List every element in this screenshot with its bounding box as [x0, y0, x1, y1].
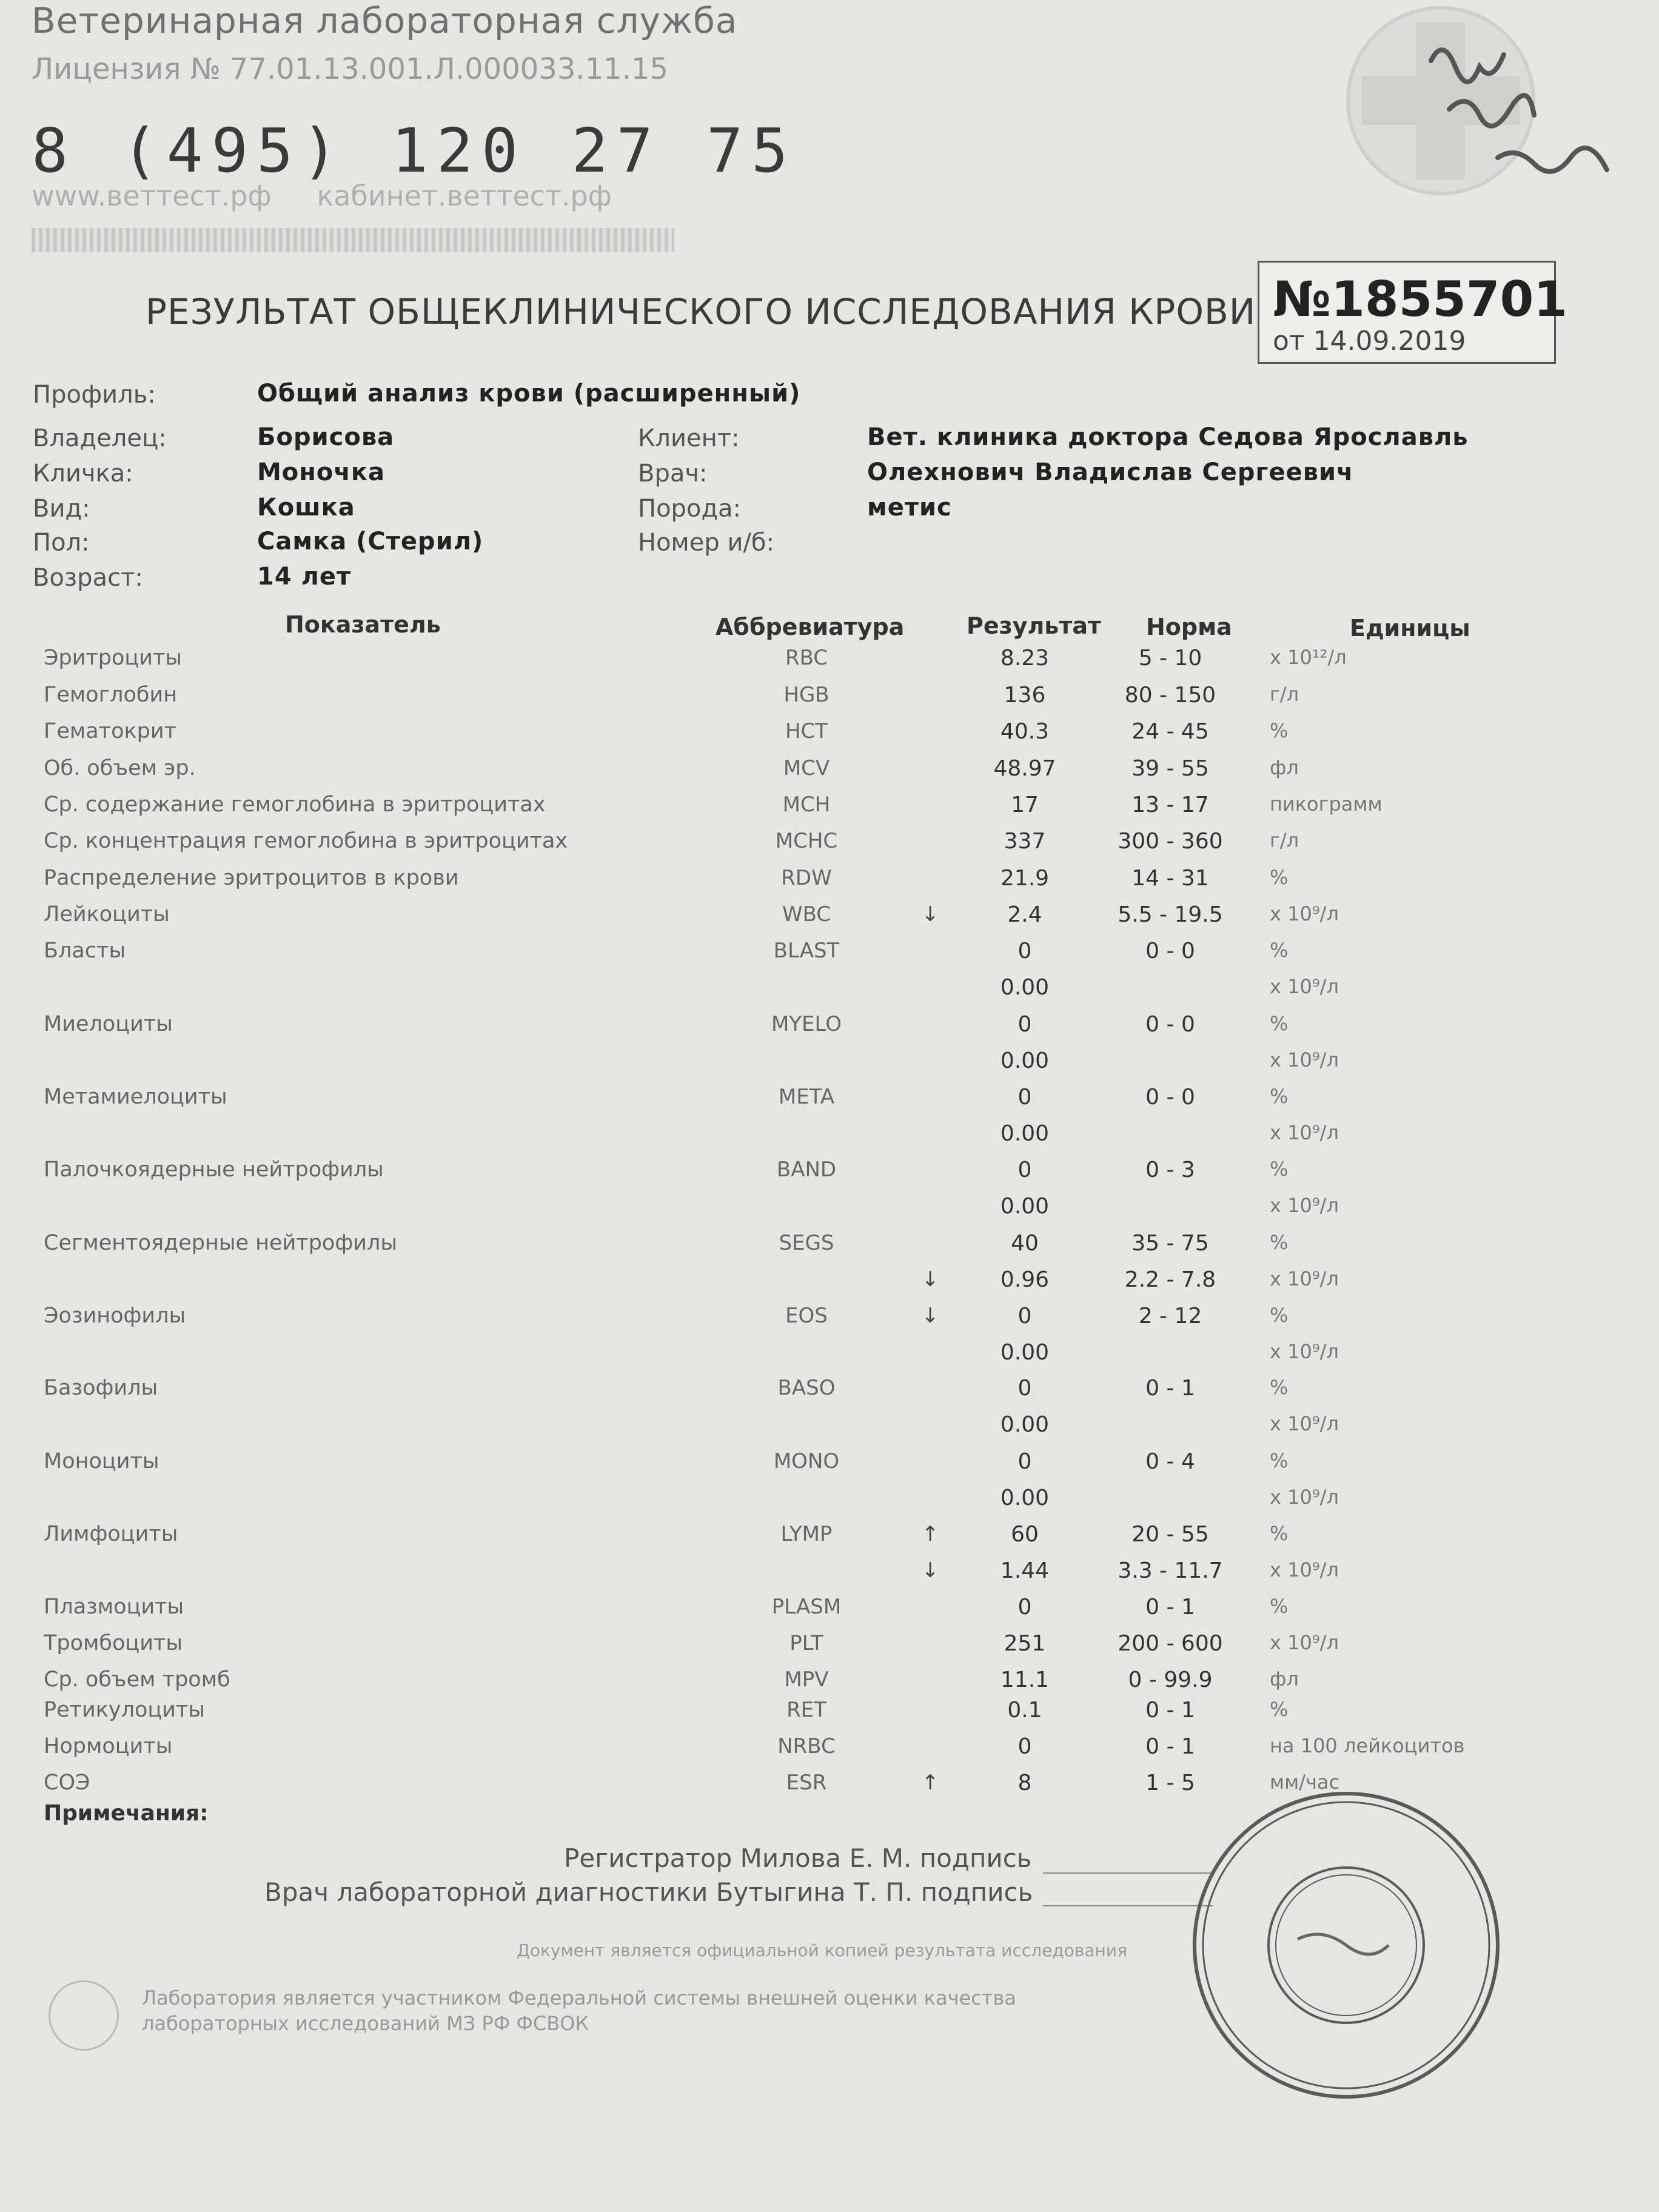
age-label: Возраст: [33, 564, 143, 592]
cell-result: 60 [1011, 1522, 1039, 1547]
table-row [0, 975, 1659, 1011]
cell-unit: % [1270, 1158, 1289, 1181]
table-row [0, 1558, 1659, 1595]
table-row [0, 1340, 1659, 1376]
cell-unit: % [1270, 1698, 1289, 1721]
fsvok-note [142, 1985, 1016, 2036]
cell-norm: 80 - 150 [1124, 683, 1216, 708]
cell-norm: 300 - 360 [1118, 829, 1223, 854]
cell-abbreviation: SEGS [779, 1231, 834, 1255]
cell-unit: x 10⁹/л [1270, 1558, 1339, 1581]
col-header-norm: Норма [1146, 614, 1232, 640]
cell-unit: мм/час [1270, 1771, 1340, 1794]
cell-abbreviation: MCV [783, 756, 830, 780]
doctor-value: Олехнович Владислав Сергеевич [867, 458, 1354, 486]
lab-doctor-signature-underline [1043, 1905, 1213, 1906]
cell-unit: x 10⁹/л [1270, 1267, 1339, 1290]
cell-deviation-flag: ↓ [922, 1304, 939, 1328]
table-row [0, 646, 1659, 682]
table-row [0, 1734, 1659, 1771]
cell-unit: % [1270, 1085, 1289, 1108]
cell-indicator-name: Ретикулоциты [44, 1698, 206, 1722]
cell-result: 0 [1017, 1158, 1032, 1182]
client-value: Вет. клиника доктора Седова Ярославль [867, 423, 1469, 451]
cell-unit: x 10⁹/л [1270, 1340, 1339, 1363]
cell-result: 40.3 [1000, 719, 1050, 744]
cell-unit: x 10⁹/л [1270, 975, 1339, 998]
table-row [0, 1449, 1659, 1486]
cell-norm: 2 - 12 [1138, 1304, 1202, 1329]
cell-result: 1.44 [1000, 1558, 1050, 1583]
table-row [0, 756, 1659, 793]
table-row [0, 1522, 1659, 1558]
cell-indicator-name: Лимфоциты [44, 1522, 178, 1546]
cell-unit: г/л [1270, 683, 1299, 706]
cell-unit: % [1270, 1449, 1289, 1472]
cell-norm: 0 - 1 [1145, 1376, 1195, 1401]
cell-norm: 0 - 1 [1145, 1595, 1195, 1620]
cell-unit: на 100 лейкоцитов [1270, 1734, 1465, 1757]
cell-indicator-name: Лейкоциты [44, 902, 170, 927]
cell-indicator-name: Моноциты [44, 1449, 159, 1473]
cell-norm: 0 - 1 [1145, 1734, 1195, 1759]
cell-unit: % [1270, 1231, 1289, 1254]
cell-norm: 200 - 600 [1118, 1631, 1223, 1656]
cell-indicator-name: СОЭ [44, 1771, 90, 1795]
cell-result: 0.00 [1000, 1194, 1050, 1219]
cell-norm: 0 - 99.9 [1128, 1667, 1213, 1692]
table-row [0, 939, 1659, 975]
cell-abbreviation: EOS [785, 1304, 828, 1328]
cell-norm: 24 - 45 [1131, 719, 1209, 744]
table-row [0, 1486, 1659, 1522]
cell-indicator-name: Миелоциты [44, 1012, 173, 1036]
cell-deviation-flag: ↑ [922, 1522, 939, 1546]
cell-result: 21.9 [1000, 866, 1050, 891]
col-header-abbr: Аббревиатура [716, 614, 905, 640]
cell-indicator-name: Сегментоядерные нейтрофилы [44, 1231, 398, 1255]
cell-result: 0.00 [1000, 975, 1050, 1000]
cell-unit: x 10⁹/л [1270, 902, 1339, 925]
cell-abbreviation: RET [786, 1698, 826, 1722]
cell-abbreviation: RDW [781, 866, 832, 890]
cell-unit: фл [1270, 756, 1299, 779]
table-row [0, 1048, 1659, 1085]
cell-result: 337 [1004, 829, 1046, 854]
cell-indicator-name: Бласты [44, 939, 126, 963]
cell-result: 0 [1017, 1304, 1032, 1329]
registrar-signature-line: Регистратор Милова Е. М. подпись [564, 1843, 1032, 1873]
profile-value: Общий анализ крови (расширенный) [257, 380, 801, 407]
cell-result: 0.00 [1000, 1340, 1050, 1365]
cell-result: 11.1 [1000, 1667, 1050, 1692]
cell-unit: x 10⁹/л [1270, 1048, 1339, 1071]
cell-indicator-name: Распределение эритроцитов в крови [44, 866, 459, 890]
table-row [0, 1631, 1659, 1667]
col-header-result: Результат [967, 612, 1102, 639]
lab-round-stamp [1188, 1788, 1504, 2103]
web-links [32, 179, 648, 212]
cabinet-link[interactable]: кабинет.веттест.рф [317, 179, 612, 212]
cell-indicator-name: Ср. концентрация гемоглобина в эритроцитах [44, 829, 568, 853]
cell-result: 0.96 [1000, 1267, 1050, 1292]
cell-abbreviation: RBC [785, 646, 828, 670]
pet-name-label: Кличка: [33, 460, 133, 488]
cell-indicator-name: Об. объем эр. [44, 756, 196, 780]
cell-norm: 0 - 4 [1145, 1449, 1195, 1474]
table-row [0, 1121, 1659, 1158]
cell-abbreviation: MYELO [771, 1012, 842, 1036]
cell-abbreviation: PLT [789, 1631, 823, 1655]
cell-indicator-name: Гематокрит [44, 719, 177, 743]
cell-deviation-flag: ↓ [922, 902, 939, 927]
table-row [0, 1194, 1659, 1230]
fsvok-logo [49, 1980, 119, 2051]
cell-norm: 0 - 0 [1145, 939, 1195, 964]
species-value: Кошка [257, 494, 355, 521]
cell-result: 0.1 [1007, 1698, 1042, 1723]
cell-unit: % [1270, 1304, 1289, 1327]
lab-doctor-signature-line: Врач лабораторной диагностики Бутыгина Т. П. подпись [264, 1877, 1033, 1907]
table-row [0, 1412, 1659, 1449]
cell-result: 0 [1017, 939, 1032, 964]
cell-result: 0 [1017, 1595, 1032, 1620]
cell-norm: 0 - 3 [1145, 1158, 1195, 1182]
cell-result: 0 [1017, 1734, 1032, 1759]
table-row [0, 1158, 1659, 1194]
table-row [0, 1231, 1659, 1267]
cell-unit: % [1270, 866, 1289, 889]
cell-indicator-name: Эритроциты [44, 646, 183, 670]
owner-label: Владелец: [33, 424, 167, 452]
cell-norm: 5 - 10 [1138, 646, 1202, 671]
cell-unit: % [1270, 1595, 1289, 1618]
profile-label: Профиль: [33, 381, 156, 409]
cell-abbreviation: BASO [777, 1376, 836, 1400]
cell-abbreviation: MCH [782, 793, 831, 817]
report-date: от 14.09.2019 [1273, 326, 1466, 357]
cell-unit: % [1270, 1012, 1289, 1035]
cell-indicator-name: Гемоглобин [44, 683, 178, 707]
cell-abbreviation: HCT [785, 719, 828, 743]
cell-result: 136 [1004, 683, 1046, 708]
cell-result: 0.00 [1000, 1048, 1050, 1073]
cell-deviation-flag: ↓ [922, 1558, 939, 1583]
cell-norm: 2.2 - 7.8 [1124, 1267, 1216, 1292]
card-number-label: Номер и/б: [638, 529, 775, 557]
table-row [0, 1595, 1659, 1631]
table-row [0, 1267, 1659, 1304]
cell-indicator-name: Метамиелоциты [44, 1085, 227, 1109]
cell-norm: 0 - 1 [1145, 1698, 1195, 1723]
table-row [0, 829, 1659, 865]
cell-result: 2.4 [1007, 902, 1042, 927]
report-title: РЕЗУЛЬТАТ ОБЩЕКЛИНИЧЕСКОГО ИССЛЕДОВАНИЯ КРОВИ [146, 291, 1256, 332]
cell-indicator-name: Ср. объем тромб [44, 1667, 230, 1692]
cell-unit: x 10⁹/л [1270, 1412, 1339, 1435]
table-row [0, 866, 1659, 902]
table-row [0, 1304, 1659, 1340]
table-row [0, 902, 1659, 939]
cell-result: 8.23 [1000, 646, 1050, 671]
document-note: Документ является официальной копией результата исследования [517, 1940, 1127, 1960]
cell-unit: x 10⁹/л [1270, 1194, 1339, 1217]
cell-result: 17 [1011, 793, 1039, 817]
cell-unit: % [1270, 1376, 1289, 1399]
cell-deviation-flag: ↓ [922, 1267, 939, 1292]
cell-abbreviation: NRBC [777, 1734, 836, 1758]
cell-result: 0 [1017, 1449, 1032, 1474]
cell-abbreviation: HGB [783, 683, 830, 707]
owner-value: Борисова [257, 423, 395, 451]
cell-indicator-name: Тромбоциты [44, 1631, 183, 1655]
cell-norm: 20 - 55 [1131, 1522, 1209, 1547]
table-row [0, 1698, 1659, 1734]
cell-norm: 13 - 17 [1131, 793, 1209, 817]
cell-result: 251 [1004, 1631, 1046, 1656]
cell-unit: г/л [1270, 829, 1299, 852]
table-row [0, 1376, 1659, 1412]
notes-label: Примечания: [44, 1801, 209, 1826]
cell-norm: 35 - 75 [1131, 1231, 1209, 1256]
website-link[interactable]: www.веттест.рф [32, 179, 272, 212]
cell-unit: фл [1270, 1667, 1299, 1691]
cell-abbreviation: META [778, 1085, 835, 1109]
cell-unit: % [1270, 1522, 1289, 1545]
license-number: Лицензия № 77.01.13.001.Л.000033.11.15 [32, 52, 669, 86]
cell-norm: 5.5 - 19.5 [1118, 902, 1223, 927]
cell-abbreviation: WBC [782, 902, 831, 927]
cell-result: 0.00 [1000, 1486, 1050, 1510]
cell-indicator-name: Ср. содержание гемоглобина в эритроцитах [44, 793, 546, 817]
cell-unit: пикограмм [1270, 793, 1382, 816]
cell-result: 0.00 [1000, 1121, 1050, 1146]
decorative-divider [32, 228, 674, 252]
cell-indicator-name: Плазмоциты [44, 1595, 184, 1619]
lab-name: Ветеринарная лабораторная служба [32, 0, 738, 41]
doctor-label: Врач: [638, 460, 708, 488]
cell-indicator-name: Эозинофилы [44, 1304, 186, 1328]
col-header-name: Показатель [285, 611, 441, 638]
sex-value: Самка (Стерил) [257, 528, 484, 555]
cell-unit: % [1270, 719, 1289, 742]
cell-result: 0 [1017, 1085, 1032, 1110]
client-label: Клиент: [638, 424, 740, 452]
cell-abbreviation: MCHC [775, 829, 838, 853]
cell-deviation-flag: ↑ [922, 1771, 939, 1795]
breed-label: Порода: [638, 495, 742, 523]
cell-norm: 0 - 0 [1145, 1085, 1195, 1110]
cell-unit: x 10¹²/л [1270, 646, 1347, 669]
col-header-unit: Единицы [1350, 615, 1470, 642]
cell-unit: x 10⁹/л [1270, 1486, 1339, 1509]
phone-number: 8 (495) 120 27 75 [32, 115, 797, 186]
cell-abbreviation: ESR [786, 1771, 827, 1795]
registrar-signature-underline [1043, 1872, 1213, 1874]
cell-abbreviation: LYMP [780, 1522, 833, 1546]
fsvok-line-1: Лаборатория является участником Федеральной системы внешней оценки качества [142, 1986, 1016, 2009]
cell-indicator-name: Палочкоядерные нейтрофилы [44, 1158, 384, 1182]
table-row [0, 719, 1659, 756]
species-label: Вид: [33, 495, 90, 523]
cell-indicator-name: Базофилы [44, 1376, 158, 1400]
cell-abbreviation: PLASM [771, 1595, 842, 1619]
cell-norm: 3.3 - 11.7 [1118, 1558, 1223, 1583]
pet-name-value: Моночка [257, 458, 386, 486]
handwritten-note [1413, 24, 1655, 206]
table-row [0, 793, 1659, 829]
age-value: 14 лет [257, 563, 352, 591]
cell-result: 48.97 [993, 756, 1056, 781]
cell-norm: 0 - 0 [1145, 1012, 1195, 1037]
cell-result: 0 [1017, 1012, 1032, 1037]
cell-indicator-name: Нормоциты [44, 1734, 173, 1758]
cell-abbreviation: BLAST [773, 939, 840, 963]
cell-unit: x 10⁹/л [1270, 1631, 1339, 1654]
report-number-box [1258, 261, 1567, 364]
report-number: №1855701 [1273, 271, 1567, 327]
cell-abbreviation: MONO [773, 1449, 840, 1473]
cell-unit: % [1270, 939, 1289, 962]
table-row [0, 1085, 1659, 1121]
table-row [0, 1012, 1659, 1048]
fsvok-line-2: лабораторных исследований МЗ РФ ФСВОК [142, 2012, 589, 2035]
cell-result: 40 [1011, 1231, 1039, 1256]
breed-value: метис [867, 494, 952, 521]
cell-result: 0 [1017, 1376, 1032, 1401]
cell-unit: x 10⁹/л [1270, 1121, 1339, 1144]
cell-result: 8 [1017, 1771, 1032, 1795]
cell-norm: 14 - 31 [1131, 866, 1209, 891]
cell-abbreviation: MPV [784, 1667, 829, 1692]
sex-label: Пол: [33, 529, 90, 557]
cell-norm: 39 - 55 [1131, 756, 1209, 781]
cell-result: 0.00 [1000, 1412, 1050, 1437]
cell-abbreviation: BAND [776, 1158, 837, 1182]
cell-norm: 1 - 5 [1145, 1771, 1195, 1795]
table-row [0, 683, 1659, 719]
